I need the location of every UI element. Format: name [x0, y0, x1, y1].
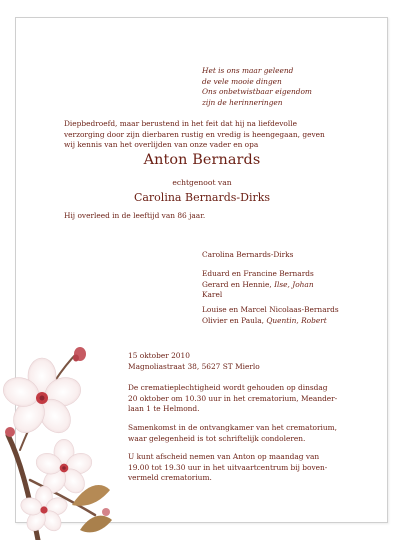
intro-line: wij kennis van het overlijden van onze vader en opa — [64, 140, 259, 150]
age-line: Hij overleed in de leeftijd van 86 jaar. — [64, 211, 206, 220]
bud — [5, 427, 15, 437]
date: 15 oktober 2010 — [128, 351, 190, 360]
poem-line: Ons onbetwistbaar eigendom — [202, 87, 312, 97]
family-line: Karel — [202, 290, 223, 300]
blossom — [0, 358, 84, 439]
date-address — [128, 351, 378, 372]
farewell-paragraph: U kunt afscheid nemen van Anton op maandag van 19.00 tot 19.30 uur in het uitvaartcentrum bij boven- vermeld crematorium. — [128, 452, 328, 483]
ceremony-paragraph: De crematieplechtigheid wordt gehouden op dinsdag 20 oktober om 10.30 uur in het crematorium, Meander- laan 1 te Helmond. — [128, 383, 338, 414]
family-line: Eduard en Francine Bernards — [202, 269, 314, 278]
deceased-name: Anton Bernards — [143, 152, 261, 168]
poem — [202, 66, 312, 108]
family-names — [202, 250, 382, 261]
family-line: Louise en Marcel Nicolaas-Bernards — [202, 305, 339, 314]
spouse-name: Carolina Bernards-Dirks — [133, 191, 271, 204]
announcement-intro — [64, 119, 364, 151]
family-line: Carolina Bernards-Dirks — [202, 250, 294, 259]
leaf — [80, 516, 112, 533]
poem-line: de vele mooie dingen — [202, 76, 282, 86]
spouse-label: echtgenoot van — [172, 178, 232, 187]
intro-line: Diepbedroefd, maar berustend in het feit dat hij na liefdevolle — [64, 119, 297, 128]
poem-line: zijn de herinneringen — [202, 97, 283, 107]
funeral-details — [128, 351, 378, 492]
bud — [102, 508, 110, 516]
family-line: Olivier en Paula, Quentin, Robert — [202, 315, 327, 325]
family-names — [202, 305, 382, 326]
poem-line: Het is ons maar geleend — [202, 66, 294, 75]
blossom-illustration — [0, 340, 130, 540]
bud — [73, 355, 79, 362]
intro-line: verzorging door zijn dierbaren rustig en vredig is heengegaan, geven — [64, 129, 325, 139]
condolence-paragraph: Samenkomst in de ontvangkamer van het crematorium, waar gelegenheid is tot schriftelijk condoleren. — [128, 422, 338, 443]
family-names — [202, 269, 382, 301]
family-line: Gerard en Hennie, Ilse, Johan — [202, 279, 314, 289]
address: Magnoliastraat 38, 5627 ST Mierlo — [128, 361, 260, 371]
